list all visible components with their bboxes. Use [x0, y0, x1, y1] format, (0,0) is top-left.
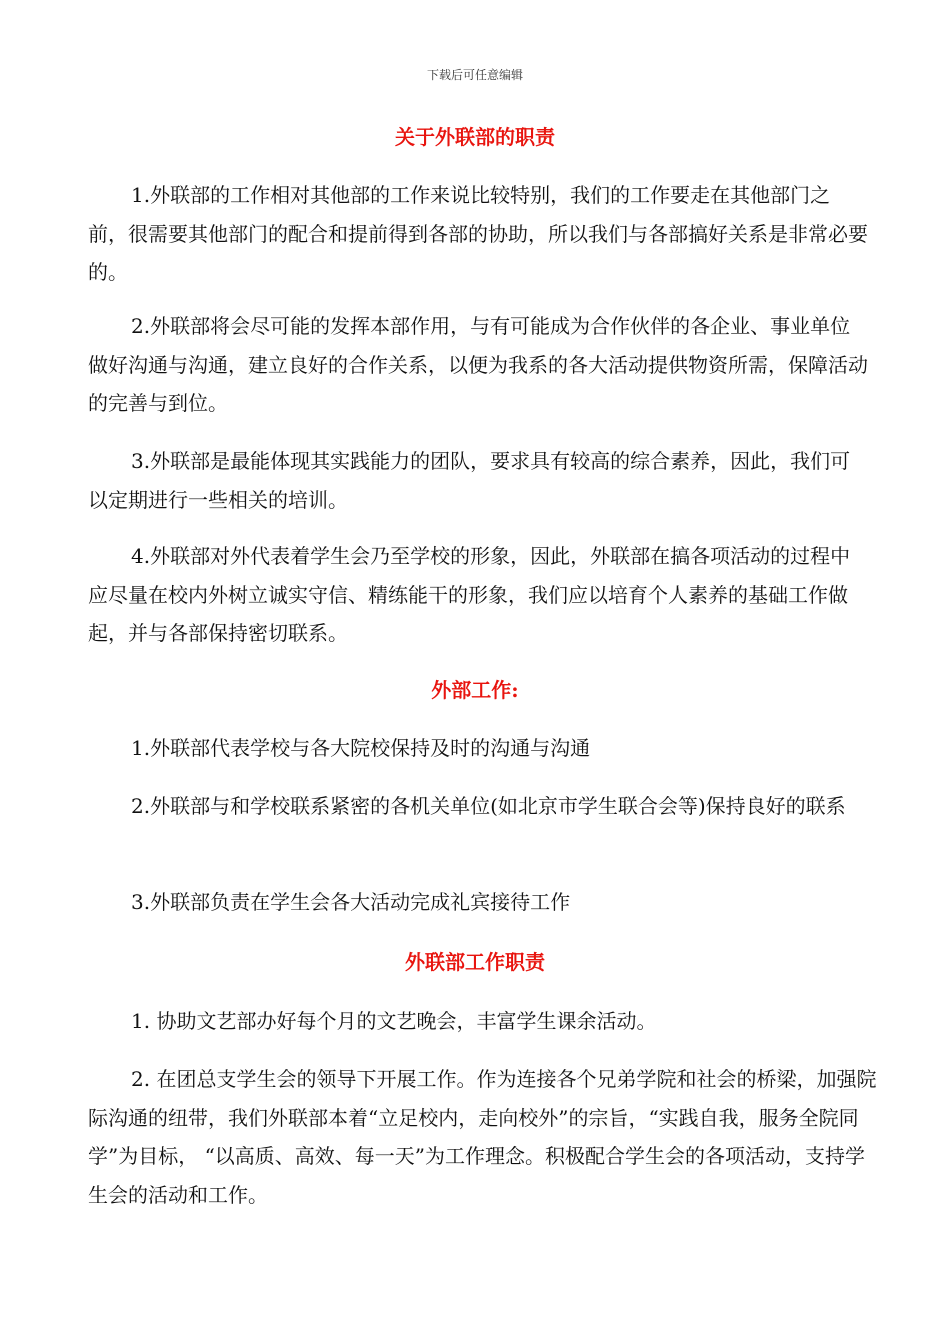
paragraph: 1. 协助文艺部办好每个月的文艺晚会，丰富学生课余活动。	[131, 1009, 657, 1033]
paragraph: 1.外联部代表学校与各大院校保持及时的沟通与沟通	[131, 736, 591, 760]
paragraph: 3.外联部是最能体现其实践能力的团队，要求具有较高的综合素养，因此，我们可以定期进行一些相关的培训。	[88, 449, 851, 512]
paragraph: 4.外联部对外代表着学生会乃至学校的形象，因此，外联部在搞各项活动的过程中应尽量在校内外树立诚实守信、精练能干的形象，我们应以培育个人素养的基础工作做起，并与各部保持密切联系。	[88, 544, 851, 645]
header-note: 下载后可任意编辑	[426, 68, 523, 82]
paragraph: 2.外联部与和学校联系紧密的各机关单位(如北京市学生联合会等)保持良好的联系	[131, 794, 846, 818]
paragraph: 2.外联部将会尽可能的发挥本部作用，与有可能成为合作伙伴的各企业、事业单位做好沟通与沟通，建立良好的合作关系，以便为我系的各大活动提供物资所需，保障活动的完善与到位。	[88, 314, 868, 415]
section-title-responsibilities: 外联部工作职责	[405, 950, 545, 974]
paragraph: 1.外联部的工作相对其他部的工作来说比较特别，我们的工作要走在其他部门之前，很需要其他部门的配合和提前得到各部的协助，所以我们与各部搞好关系是非常必要的。	[88, 183, 868, 284]
paragraph: 3.外联部负责在学生会各大活动完成礼宾接待工作	[131, 890, 571, 914]
paragraph: 2. 在团总支学生会的领导下开展工作。作为连接各个兄弟学院和社会的桥梁，加强院际沟通的纽带，我们外联部本着“立足校内，走向校外”的宗旨，“实践自我，服务全院同学”为目标， “以高质、高效、每一天”为工作理念。积极配合学生会的各项活动，支持学生会的活动和工作。	[88, 1067, 877, 1207]
section-title-duties: 关于外联部的职责	[395, 125, 555, 149]
section-title-external-work: 外部工作:	[431, 678, 519, 702]
